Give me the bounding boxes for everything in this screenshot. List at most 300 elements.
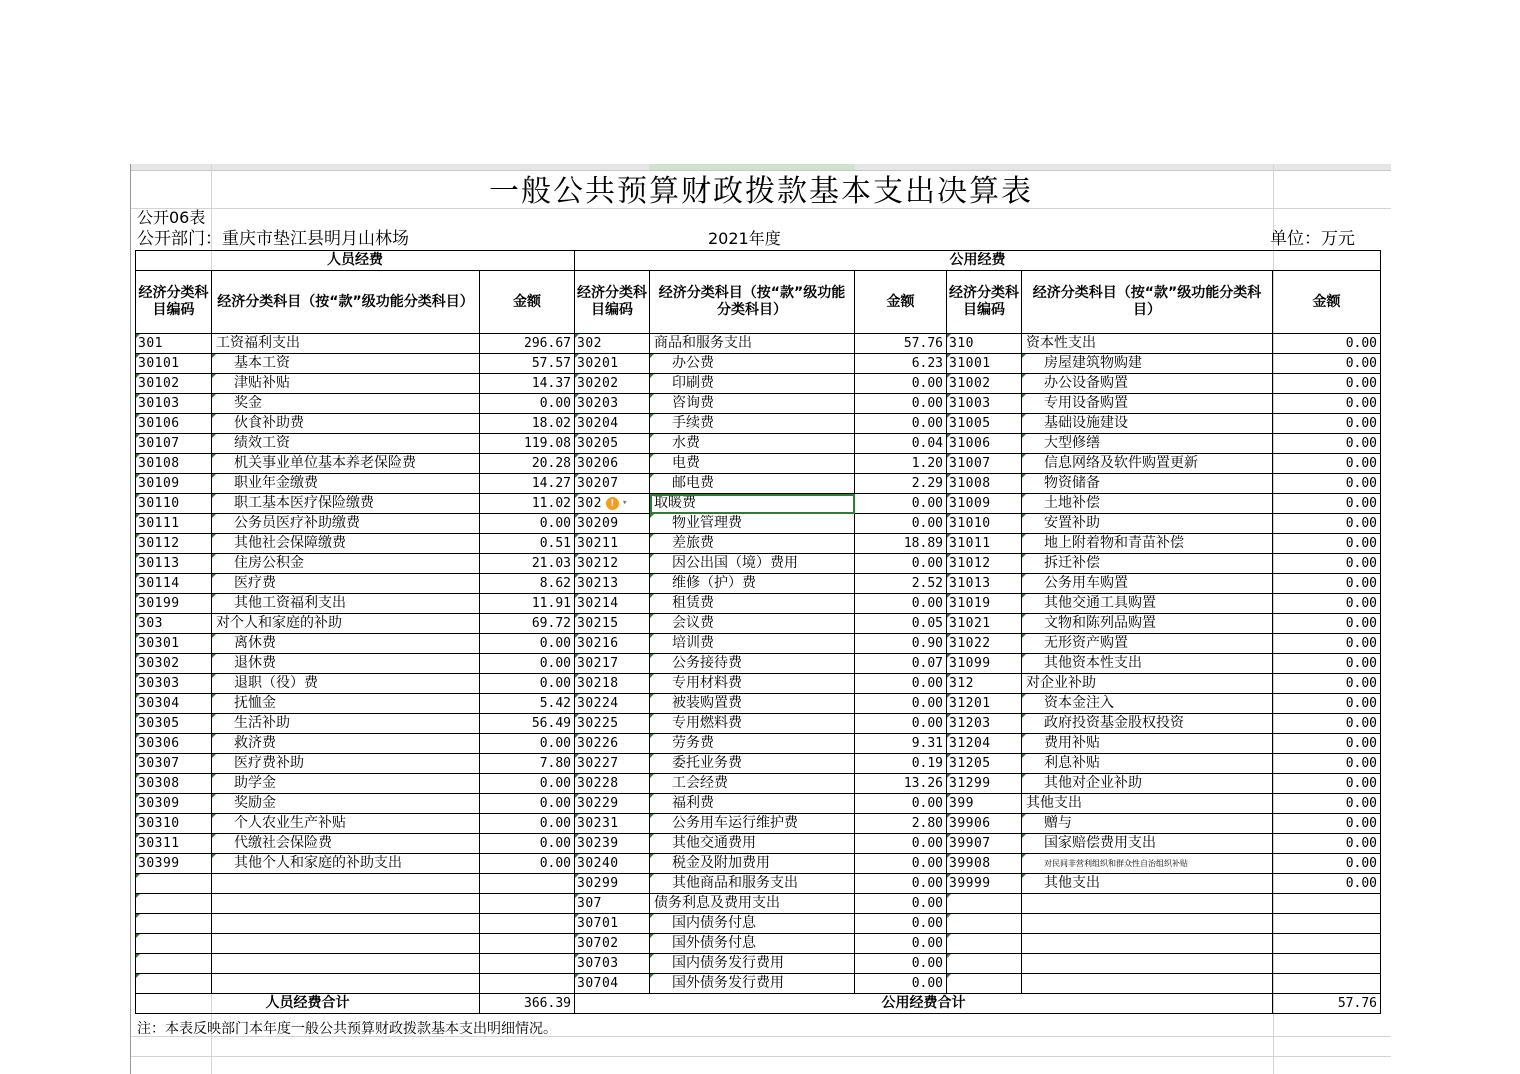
cell-amount[interactable]: 0.00 — [1273, 814, 1381, 834]
cell-amount[interactable]: 0.00 — [1273, 854, 1381, 874]
cell-name[interactable]: 无形资产购置 — [1022, 634, 1273, 654]
cell-amount[interactable]: 0.00 — [1273, 494, 1381, 514]
cell-amount[interactable]: 119.08 — [480, 434, 575, 454]
cell-name[interactable]: 维修（护）费 — [650, 574, 855, 594]
cell-name[interactable] — [212, 874, 480, 894]
cell-amount[interactable] — [1273, 894, 1381, 914]
cell-name[interactable]: 税金及附加费用 — [650, 854, 855, 874]
cell-amount[interactable]: 0.05 — [855, 614, 947, 634]
cell-code[interactable]: 30113 — [136, 554, 212, 574]
cell-amount[interactable]: 0.00 — [855, 594, 947, 614]
cell-code[interactable] — [136, 934, 212, 954]
cell-amount[interactable]: 0.51 — [480, 534, 575, 554]
cell-code[interactable]: 31013 — [947, 574, 1022, 594]
cell-code[interactable]: 30310 — [136, 814, 212, 834]
cell-code[interactable] — [947, 894, 1022, 914]
cell-amount[interactable]: 9.31 — [855, 734, 947, 754]
cell-name[interactable]: 委托业务费 — [650, 754, 855, 774]
cell-name[interactable]: 水费 — [650, 434, 855, 454]
cell-name[interactable]: 国外债务付息 — [650, 934, 855, 954]
cell-name[interactable]: 职工基本医疗保险缴费 — [212, 494, 480, 514]
cell-amount[interactable]: 0.00 — [855, 954, 947, 974]
cell-code[interactable]: 30209 — [575, 514, 650, 534]
cell-name[interactable]: 劳务费 — [650, 734, 855, 754]
cell-name[interactable]: 租赁费 — [650, 594, 855, 614]
cell-name[interactable]: 国内债务付息 — [650, 914, 855, 934]
cell-name[interactable]: 工资福利支出 — [212, 334, 480, 354]
cell-code[interactable]: 301 — [136, 334, 212, 354]
cell-name[interactable]: 抚恤金 — [212, 694, 480, 714]
cell-code[interactable]: 310 — [947, 334, 1022, 354]
cell-amount[interactable]: 0.00 — [855, 834, 947, 854]
cell-code[interactable] — [947, 934, 1022, 954]
cell-code[interactable] — [947, 914, 1022, 934]
cell-name[interactable]: 咨询费 — [650, 394, 855, 414]
cell-code[interactable]: 31010 — [947, 514, 1022, 534]
cell-amount[interactable] — [1273, 974, 1381, 994]
cell-amount[interactable]: 11.02 — [480, 494, 575, 514]
cell-code[interactable]: 31201 — [947, 694, 1022, 714]
cell-name[interactable]: 物资储备 — [1022, 474, 1273, 494]
cell-code[interactable]: 30203 — [575, 394, 650, 414]
cell-name[interactable]: 文物和陈列品购置 — [1022, 614, 1273, 634]
cell-name[interactable]: 拆迁补偿 — [1022, 554, 1273, 574]
cell-name[interactable]: 专用设备购置 — [1022, 394, 1273, 414]
cell-code[interactable]: 30215 — [575, 614, 650, 634]
cell-name[interactable]: 地上附着物和青苗补偿 — [1022, 534, 1273, 554]
cell-code[interactable]: 30111 — [136, 514, 212, 534]
cell-amount[interactable]: 0.00 — [480, 854, 575, 874]
cell-name[interactable]: 公务接待费 — [650, 654, 855, 674]
cell-code[interactable]: 30112 — [136, 534, 212, 554]
cell-amount[interactable] — [480, 894, 575, 914]
cell-code[interactable]: 31003 — [947, 394, 1022, 414]
cell-name[interactable]: 福利费 — [650, 794, 855, 814]
cell-amount[interactable]: 0.00 — [855, 514, 947, 534]
cell-name[interactable]: 其他交通费用 — [650, 834, 855, 854]
cell-code[interactable]: 31006 — [947, 434, 1022, 454]
cell-code[interactable]: 312 — [947, 674, 1022, 694]
cell-amount[interactable]: 0.00 — [1273, 794, 1381, 814]
cell-amount[interactable]: 0.00 — [1273, 674, 1381, 694]
cell-name[interactable]: 基本工资 — [212, 354, 480, 374]
cell-name[interactable]: 印刷费 — [650, 374, 855, 394]
cell-amount[interactable]: 7.80 — [480, 754, 575, 774]
cell-name[interactable]: 专用材料费 — [650, 674, 855, 694]
cell-code[interactable]: 30227 — [575, 754, 650, 774]
cell-amount[interactable]: 0.00 — [1273, 574, 1381, 594]
cell-amount[interactable]: 56.49 — [480, 714, 575, 734]
cell-amount[interactable]: 14.27 — [480, 474, 575, 494]
cell-name[interactable]: 公务用车购置 — [1022, 574, 1273, 594]
cell-amount[interactable]: 0.00 — [1273, 734, 1381, 754]
cell-amount[interactable]: 0.00 — [1273, 634, 1381, 654]
cell-name[interactable]: 退职（役）费 — [212, 674, 480, 694]
cell-amount[interactable]: 6.23 — [855, 354, 947, 374]
cell-code[interactable]: 39907 — [947, 834, 1022, 854]
cell-amount[interactable]: 69.72 — [480, 614, 575, 634]
cell-code[interactable]: 30206 — [575, 454, 650, 474]
cell-code[interactable]: 30212 — [575, 554, 650, 574]
cell-amount[interactable]: 0.00 — [855, 374, 947, 394]
cell-code[interactable]: 30306 — [136, 734, 212, 754]
cell-name[interactable]: 其他资本性支出 — [1022, 654, 1273, 674]
cell-code[interactable]: 30218 — [575, 674, 650, 694]
cell-amount[interactable]: 0.00 — [480, 654, 575, 674]
cell-code[interactable]: 30211 — [575, 534, 650, 554]
year-label: 2021年度 — [708, 229, 781, 248]
cell-amount[interactable]: 0.00 — [855, 914, 947, 934]
cell-amount[interactable]: 0.00 — [1273, 414, 1381, 434]
cell-amount[interactable]: 0.00 — [855, 854, 947, 874]
cell-code[interactable]: 31019 — [947, 594, 1022, 614]
cell-name[interactable]: 对个人和家庭的补助 — [212, 614, 480, 634]
cell-amount[interactable]: 0.90 — [855, 634, 947, 654]
cell-amount[interactable]: 0.00 — [855, 874, 947, 894]
cell-code[interactable]: 30301 — [136, 634, 212, 654]
cell-amount[interactable]: 1.20 — [855, 454, 947, 474]
cell-amount[interactable]: 0.00 — [480, 674, 575, 694]
cell-name[interactable] — [1022, 934, 1273, 954]
cell-code[interactable]: 30309 — [136, 794, 212, 814]
cell-code[interactable]: 30109 — [136, 474, 212, 494]
cell-name[interactable] — [212, 954, 480, 974]
cell-code[interactable]: 31002 — [947, 374, 1022, 394]
cell-amount[interactable]: 0.00 — [1273, 614, 1381, 634]
cell-code[interactable]: 31099 — [947, 654, 1022, 674]
cell-code[interactable]: 30701 — [575, 914, 650, 934]
cell-code[interactable] — [136, 974, 212, 994]
cell-name[interactable]: 债务利息及费用支出 — [650, 894, 855, 914]
cell-code[interactable]: 31009 — [947, 494, 1022, 514]
cell-name[interactable]: 助学金 — [212, 774, 480, 794]
cell-name[interactable]: 其他交通工具购置 — [1022, 594, 1273, 614]
cell-name[interactable]: 国家赔偿费用支出 — [1022, 834, 1273, 854]
cell-code[interactable]: 30110 — [136, 494, 212, 514]
cell-name[interactable]: 费用补贴 — [1022, 734, 1273, 754]
cell-code[interactable]: 30207 — [575, 474, 650, 494]
cell-amount[interactable]: 2.52 — [855, 574, 947, 594]
cell-code[interactable]: 30307 — [136, 754, 212, 774]
cell-name[interactable]: 医疗费 — [212, 574, 480, 594]
cell-code[interactable]: 31005 — [947, 414, 1022, 434]
cell-name[interactable]: 公务员医疗补助缴费 — [212, 514, 480, 534]
cell-code[interactable]: 30103 — [136, 394, 212, 414]
cell-name[interactable]: 工会经费 — [650, 774, 855, 794]
cell-amount[interactable]: 0.00 — [855, 894, 947, 914]
warning-icon[interactable]: ! — [606, 497, 619, 510]
cell-amount[interactable]: 0.00 — [1273, 774, 1381, 794]
cell-amount[interactable]: 18.02 — [480, 414, 575, 434]
cell-code[interactable]: 30229 — [575, 794, 650, 814]
cell-amount[interactable]: 14.37 — [480, 374, 575, 394]
cell-code[interactable]: 30217 — [575, 654, 650, 674]
cell-amount[interactable]: 8.62 — [480, 574, 575, 594]
cell-code[interactable]: 30302 — [136, 654, 212, 674]
cell-amount[interactable]: 0.00 — [855, 414, 947, 434]
cell-name[interactable]: 离休费 — [212, 634, 480, 654]
cell-code[interactable] — [947, 974, 1022, 994]
cell-code[interactable]: 30114 — [136, 574, 212, 594]
cell-code[interactable]: 31001 — [947, 354, 1022, 374]
cell-code[interactable] — [136, 894, 212, 914]
cell-name[interactable]: 职业年金缴费 — [212, 474, 480, 494]
cell-amount[interactable]: 0.00 — [1273, 474, 1381, 494]
cell-code[interactable]: 31011 — [947, 534, 1022, 554]
cell-code[interactable]: 31008 — [947, 474, 1022, 494]
cell-name[interactable]: 电费 — [650, 454, 855, 474]
cell-name[interactable]: 机关事业单位基本养老保险费 — [212, 454, 480, 474]
cell-code[interactable]: 30204 — [575, 414, 650, 434]
cell-amount[interactable] — [1273, 954, 1381, 974]
cell-code[interactable]: 30704 — [575, 974, 650, 994]
cell-name[interactable]: 土地补偿 — [1022, 494, 1273, 514]
cell-amount[interactable]: 0.00 — [1273, 374, 1381, 394]
cell-code[interactable]: 31021 — [947, 614, 1022, 634]
cell-amount[interactable]: 0.00 — [480, 794, 575, 814]
cell-name[interactable]: 国内债务发行费用 — [650, 954, 855, 974]
cell-amount[interactable]: 0.07 — [855, 654, 947, 674]
cell-name[interactable] — [1022, 914, 1273, 934]
cell-code[interactable]: 30106 — [136, 414, 212, 434]
cell-code[interactable]: 30102 — [136, 374, 212, 394]
cell-name[interactable]: 商品和服务支出 — [650, 334, 855, 354]
cell-code[interactable]: 30703 — [575, 954, 650, 974]
cell-name[interactable] — [1022, 954, 1273, 974]
cell-code[interactable]: 39906 — [947, 814, 1022, 834]
cell-name[interactable]: 退休费 — [212, 654, 480, 674]
cell-amount[interactable] — [480, 874, 575, 894]
cell-name[interactable]: 绩效工资 — [212, 434, 480, 454]
cell-name[interactable]: 伙食补助费 — [212, 414, 480, 434]
cell-code[interactable] — [947, 954, 1022, 974]
cell-name[interactable]: 国外债务发行费用 — [650, 974, 855, 994]
cell-name[interactable]: 其他工资福利支出 — [212, 594, 480, 614]
cell-amount[interactable]: 0.00 — [1273, 594, 1381, 614]
cell-name[interactable]: 会议费 — [650, 614, 855, 634]
cell-code[interactable]: 31203 — [947, 714, 1022, 734]
cell-name[interactable]: 其他对企业补助 — [1022, 774, 1273, 794]
cell-amount[interactable]: 0.00 — [1273, 454, 1381, 474]
cell-code[interactable] — [136, 874, 212, 894]
cell-amount[interactable]: 0.00 — [1273, 334, 1381, 354]
cell-name[interactable]: 取暖费 — [650, 494, 855, 514]
cell-code[interactable]: 30299 — [575, 874, 650, 894]
cell-code[interactable]: 31007 — [947, 454, 1022, 474]
cell-name[interactable]: 其他商品和服务支出 — [650, 874, 855, 894]
cell-name[interactable]: 医疗费补助 — [212, 754, 480, 774]
cell-code[interactable]: 30216 — [575, 634, 650, 654]
cell-amount[interactable]: 2.80 — [855, 814, 947, 834]
cell-amount[interactable]: 0.00 — [855, 674, 947, 694]
cell-amount[interactable]: 0.19 — [855, 754, 947, 774]
cell-code[interactable]: 30231 — [575, 814, 650, 834]
cell-amount[interactable]: 0.00 — [1273, 874, 1381, 894]
cell-amount[interactable]: 0.00 — [1273, 354, 1381, 374]
cell-amount[interactable]: 0.00 — [855, 394, 947, 414]
cell-amount[interactable]: 11.91 — [480, 594, 575, 614]
cell-amount[interactable]: 0.00 — [855, 494, 947, 514]
cell-amount[interactable]: 0.00 — [480, 774, 575, 794]
cell-name[interactable]: 对民间非营利组织和群众性自治组织补贴 — [1022, 854, 1273, 874]
cell-name[interactable]: 培训费 — [650, 634, 855, 654]
cell-name[interactable]: 邮电费 — [650, 474, 855, 494]
cell-code[interactable]: 30303 — [136, 674, 212, 694]
cell-code[interactable]: 30202 — [575, 374, 650, 394]
cell-amount[interactable]: 0.00 — [480, 634, 575, 654]
cell-amount[interactable]: 0.00 — [1273, 554, 1381, 574]
chevron-down-icon[interactable]: ▾ — [621, 498, 628, 508]
cell-name[interactable] — [212, 914, 480, 934]
cell-amount[interactable]: 0.00 — [1273, 434, 1381, 454]
cell-amount[interactable]: 0.00 — [855, 554, 947, 574]
cell-amount[interactable]: 20.28 — [480, 454, 575, 474]
cell-amount[interactable]: 0.00 — [855, 694, 947, 714]
cell-amount[interactable] — [480, 934, 575, 954]
cell-code[interactable]: 31205 — [947, 754, 1022, 774]
cell-amount[interactable]: 0.00 — [855, 714, 947, 734]
cell-code[interactable]: 31012 — [947, 554, 1022, 574]
cell-name[interactable]: 因公出国（境）费用 — [650, 554, 855, 574]
cell-code[interactable]: 307 — [575, 894, 650, 914]
cell-code[interactable]: 30240 — [575, 854, 650, 874]
cell-amount[interactable]: 0.04 — [855, 434, 947, 454]
cell-name[interactable]: 其他个人和家庭的补助支出 — [212, 854, 480, 874]
cell-code[interactable]: 31299 — [947, 774, 1022, 794]
cell-name[interactable]: 利息补贴 — [1022, 754, 1273, 774]
cell-code[interactable] — [136, 914, 212, 934]
cell-name[interactable] — [212, 894, 480, 914]
cell-code[interactable]: 30225 — [575, 714, 650, 734]
cell-name[interactable]: 大型修缮 — [1022, 434, 1273, 454]
cell-amount[interactable]: 0.00 — [855, 934, 947, 954]
cell-amount[interactable]: 0.00 — [480, 834, 575, 854]
cell-code[interactable]: 30205 — [575, 434, 650, 454]
cell-code[interactable]: 30399 — [136, 854, 212, 874]
cell-name[interactable] — [1022, 894, 1273, 914]
cell-amount[interactable]: 0.00 — [1273, 754, 1381, 774]
cell-amount[interactable]: 0.00 — [855, 974, 947, 994]
cell-name[interactable]: 奖励金 — [212, 794, 480, 814]
cell-code[interactable]: 39908 — [947, 854, 1022, 874]
cell-amount[interactable] — [480, 914, 575, 934]
cell-code[interactable]: 30213 — [575, 574, 650, 594]
cell-code[interactable]: 303 — [136, 614, 212, 634]
cell-code[interactable]: 30107 — [136, 434, 212, 454]
cell-name[interactable]: 津贴补贴 — [212, 374, 480, 394]
cell-amount[interactable] — [480, 974, 575, 994]
cell-code[interactable]: 30305 — [136, 714, 212, 734]
cell-name[interactable]: 生活补助 — [212, 714, 480, 734]
cell-code[interactable]: 302 ! ▾ — [575, 494, 650, 514]
cell-name[interactable] — [212, 974, 480, 994]
cell-amount[interactable]: 0.00 — [1273, 834, 1381, 854]
cell-code[interactable]: 30228 — [575, 774, 650, 794]
cell-amount[interactable]: 0.00 — [480, 514, 575, 534]
cell-amount[interactable] — [1273, 934, 1381, 954]
cell-name[interactable]: 其他支出 — [1022, 794, 1273, 814]
cell-name[interactable]: 住房公积金 — [212, 554, 480, 574]
cell-name[interactable]: 对企业补助 — [1022, 674, 1273, 694]
cell-name[interactable]: 专用燃料费 — [650, 714, 855, 734]
cell-code[interactable]: 31022 — [947, 634, 1022, 654]
cell-name[interactable]: 代缴社会保险费 — [212, 834, 480, 854]
cell-name[interactable]: 资本性支出 — [1022, 334, 1273, 354]
cell-code[interactable]: 30199 — [136, 594, 212, 614]
cell-name[interactable]: 房屋建筑物购建 — [1022, 354, 1273, 374]
cell-amount[interactable] — [480, 954, 575, 974]
cell-name[interactable]: 救济费 — [212, 734, 480, 754]
cell-amount[interactable]: 0.00 — [1273, 534, 1381, 554]
cell-name[interactable]: 信息网络及软件购置更新 — [1022, 454, 1273, 474]
cell-code[interactable]: 39999 — [947, 874, 1022, 894]
cell-name[interactable]: 其他社会保障缴费 — [212, 534, 480, 554]
cell-name[interactable]: 公务用车运行维护费 — [650, 814, 855, 834]
cell-amount[interactable]: 0.00 — [1273, 694, 1381, 714]
cell-amount[interactable]: 18.89 — [855, 534, 947, 554]
cell-amount[interactable]: 13.26 — [855, 774, 947, 794]
cell-amount[interactable]: 57.57 — [480, 354, 575, 374]
cell-code[interactable]: 30201 — [575, 354, 650, 374]
cell-amount[interactable]: 2.29 — [855, 474, 947, 494]
cell-code[interactable]: 30214 — [575, 594, 650, 614]
cell-code[interactable]: 399 — [947, 794, 1022, 814]
cell-name[interactable]: 办公设备购置 — [1022, 374, 1273, 394]
cell-code[interactable]: 30226 — [575, 734, 650, 754]
cell-name[interactable]: 赠与 — [1022, 814, 1273, 834]
cell-code[interactable]: 30224 — [575, 694, 650, 714]
cell-name[interactable]: 差旅费 — [650, 534, 855, 554]
cell-code[interactable]: 31204 — [947, 734, 1022, 754]
cell-name[interactable]: 奖金 — [212, 394, 480, 414]
cell-code[interactable]: 30311 — [136, 834, 212, 854]
cell-code[interactable]: 30108 — [136, 454, 212, 474]
cell-amount[interactable]: 0.00 — [1273, 714, 1381, 734]
cell-name[interactable] — [1022, 974, 1273, 994]
cell-name[interactable]: 手续费 — [650, 414, 855, 434]
cell-name[interactable]: 基础设施建设 — [1022, 414, 1273, 434]
cell-code[interactable]: 30308 — [136, 774, 212, 794]
cell-code[interactable]: 302 — [575, 334, 650, 354]
cell-amount[interactable]: 0.00 — [855, 794, 947, 814]
cell-amount[interactable]: 0.00 — [1273, 654, 1381, 674]
cell-name[interactable] — [212, 934, 480, 954]
cell-amount[interactable]: 5.42 — [480, 694, 575, 714]
cell-amount[interactable]: 296.67 — [480, 334, 575, 354]
cell-amount[interactable]: 0.00 — [480, 814, 575, 834]
cell-amount[interactable]: 0.00 — [1273, 514, 1381, 534]
cell-code[interactable]: 30239 — [575, 834, 650, 854]
cell-amount[interactable] — [1273, 914, 1381, 934]
cell-code[interactable]: 30304 — [136, 694, 212, 714]
cell-amount[interactable]: 57.76 — [855, 334, 947, 354]
cell-name[interactable]: 政府投资基金股权投资 — [1022, 714, 1273, 734]
cell-amount[interactable]: 0.00 — [480, 734, 575, 754]
cell-name[interactable]: 物业管理费 — [650, 514, 855, 534]
cell-code[interactable]: 30101 — [136, 354, 212, 374]
cell-amount[interactable]: 0.00 — [480, 394, 575, 414]
cell-name[interactable]: 个人农业生产补贴 — [212, 814, 480, 834]
cell-name[interactable]: 资本金注入 — [1022, 694, 1273, 714]
cell-amount[interactable]: 21.03 — [480, 554, 575, 574]
cell-code[interactable]: 30702 — [575, 934, 650, 954]
cell-amount[interactable]: 0.00 — [1273, 394, 1381, 414]
cell-name[interactable]: 其他支出 — [1022, 874, 1273, 894]
cell-name[interactable]: 安置补助 — [1022, 514, 1273, 534]
cell-code[interactable] — [136, 954, 212, 974]
cell-name[interactable]: 办公费 — [650, 354, 855, 374]
cell-name[interactable]: 被装购置费 — [650, 694, 855, 714]
